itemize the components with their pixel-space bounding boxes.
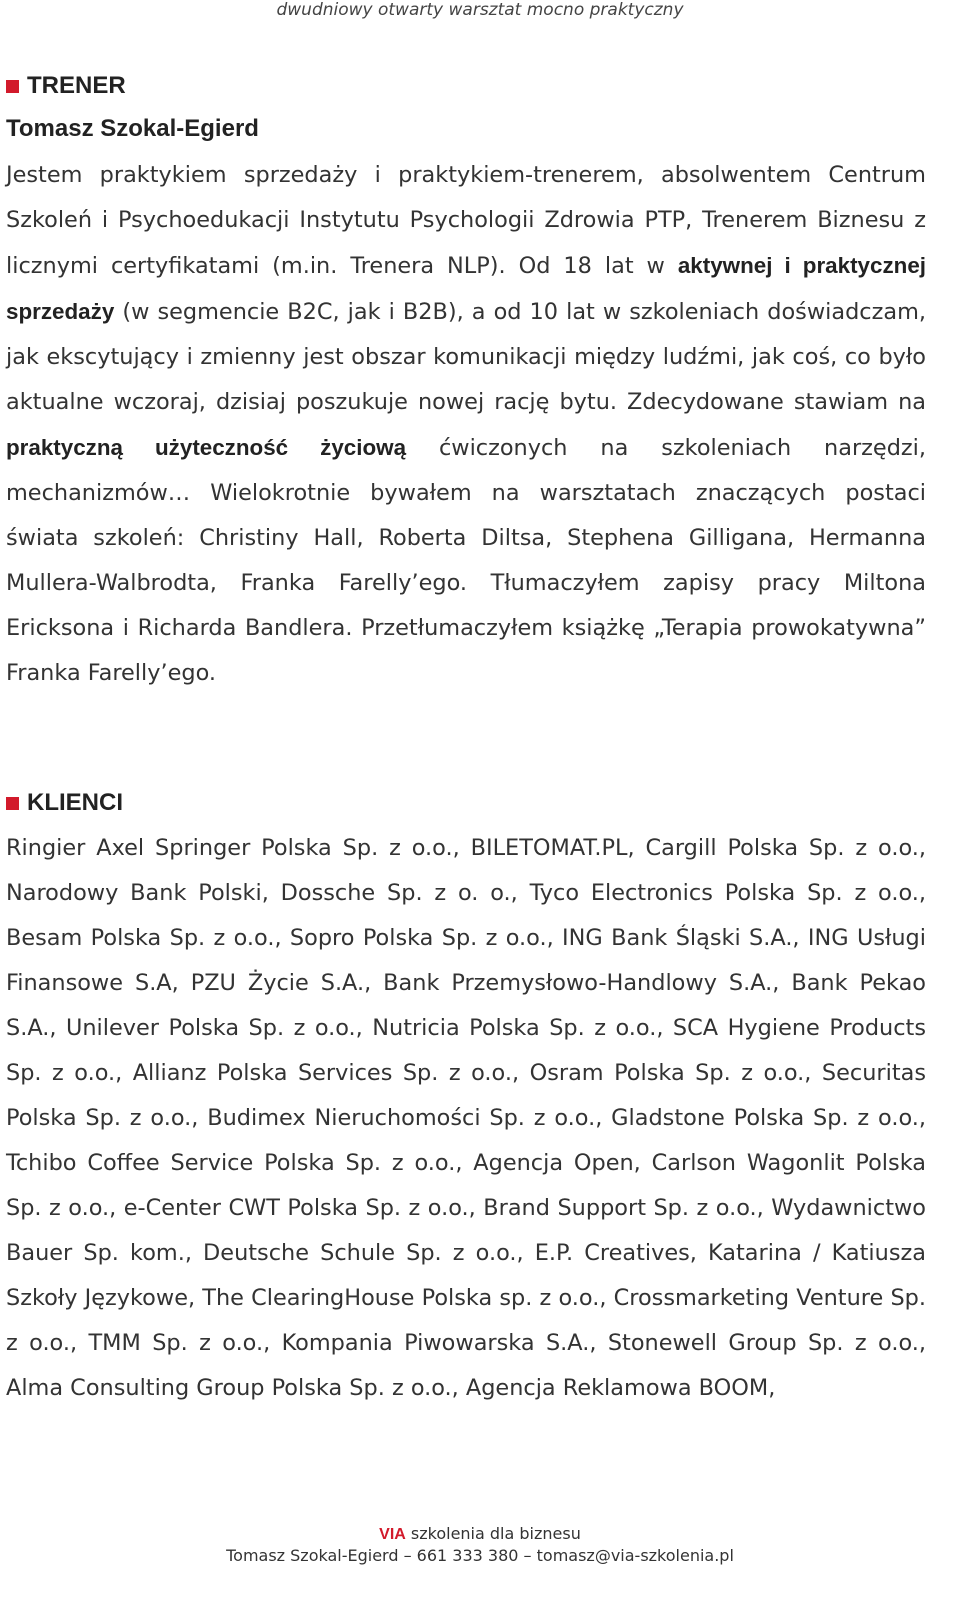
trainer-name: Tomasz Szokal-Egierd [6, 115, 259, 142]
page-header: dwudniowy otwarty warsztat mocno praktyczny [276, 0, 684, 20]
bio-emphasis: aktywnej i praktycznej sprzedaży [6, 253, 926, 324]
brand-tagline: szkolenia dla biznesu [405, 1524, 581, 1543]
brand-via: VIA [379, 1526, 406, 1543]
trainer-bio [6, 153, 926, 696]
trainer-heading [6, 70, 126, 102]
bullet-square-icon [6, 80, 19, 93]
bio-text: (w segmencie B2C, jak i B2B), a od 10 lat w szkoleniach doświadczam, jak ekscytujący i zmienny jest obszar komunikacji między ludźmi, jak coś, co było aktualne wczoraj, dzisiaj poszukuje nowej rację bytu. Zdecydowane stawiam na [6, 299, 926, 415]
clients-heading [6, 787, 123, 819]
bio-emphasis: praktyczną użyteczność życiową [6, 435, 407, 460]
trainer-heading-label: TRENER [27, 72, 126, 99]
footer-brand [0, 1523, 960, 1546]
footer-contact: Tomasz Szokal-Egierd – 661 333 380 – tomasz@via-szkolenia.pl [226, 1546, 734, 1565]
bio-text: ćwiczonych na szkoleniach narzędzi, mechanizmów… Wielokrotnie bywałem na warsztatach znaczących postaci świata szkoleń: Christiny Hall, Roberta Diltsa, Stephena Gilligana, Hermanna Mullera-Walbrodta, Franka Farelly’ego. Tłumaczyłem zapisy pracy Miltona Ericksona i Richarda Bandlera. Przetłumaczyłem książkę „Terapia prowokatywna” Franka Farelly’ego. [6, 435, 927, 686]
clients-heading-label: KLIENCI [27, 789, 123, 816]
bullet-square-icon [6, 797, 19, 810]
clients-list: Ringier Axel Springer Polska Sp. z o.o., BILETOMAT.PL, Cargill Polska Sp. z o.o., Narodowy Bank Polski, Dossche Sp. z o. o., Tyco Electronics Polska Sp. z o.o., Besam Polska Sp. z o.o., Sopro Polska Sp. z o.o., ING Bank Śląski S.A., ING Usługi Finansowe S.A, PZU Życie S.A., Bank Przemysłowo-Handlowy S.A., Bank Pekao S.A., Unilever Polska Sp. z o.o., Nutricia Polska Sp. z o.o., SCA Hygiene Products Sp. z o.o., Allianz Polska Services Sp. z o.o., Osram Polska Sp. z o.o., Securitas Polska Sp. z o.o., Budimex Nieruchomości Sp. z o.o., Gladstone Polska Sp. z o.o., Tchibo Coffee Service Polska Sp. z o.o., Agencja Open, Carlson Wagonlit Polska Sp. z o.o., e-Center CWT Polska Sp. z o.o., Brand Support Sp. z o.o., Wydawnictwo Bauer Sp. kom., Deutsche Schule Sp. z o.o., E.P. Creatives, Katarina / Katiusza Szkoły Językowe, The ClearingHouse Polska sp. z o.o., Crossmarketing Venture Sp. z o.o., TMM Sp. z o.o., Kompania Piwowarska S.A., Stonewell Group Sp. z o.o., Alma Consulting Group Polska Sp. z o.o., Agencja Reklamowa BOOM, [6, 835, 926, 1401]
bio-text: Jestem praktykiem sprzedaży i praktykiem-trenerem, absolwentem Centrum Szkoleń i Psychoedukacji Instytutu Psychologii Zdrowia PTP, Trenerem Biznesu z licznymi certyfikatami (m.in. Trenera NLP). Od 18 lat w [6, 162, 926, 279]
